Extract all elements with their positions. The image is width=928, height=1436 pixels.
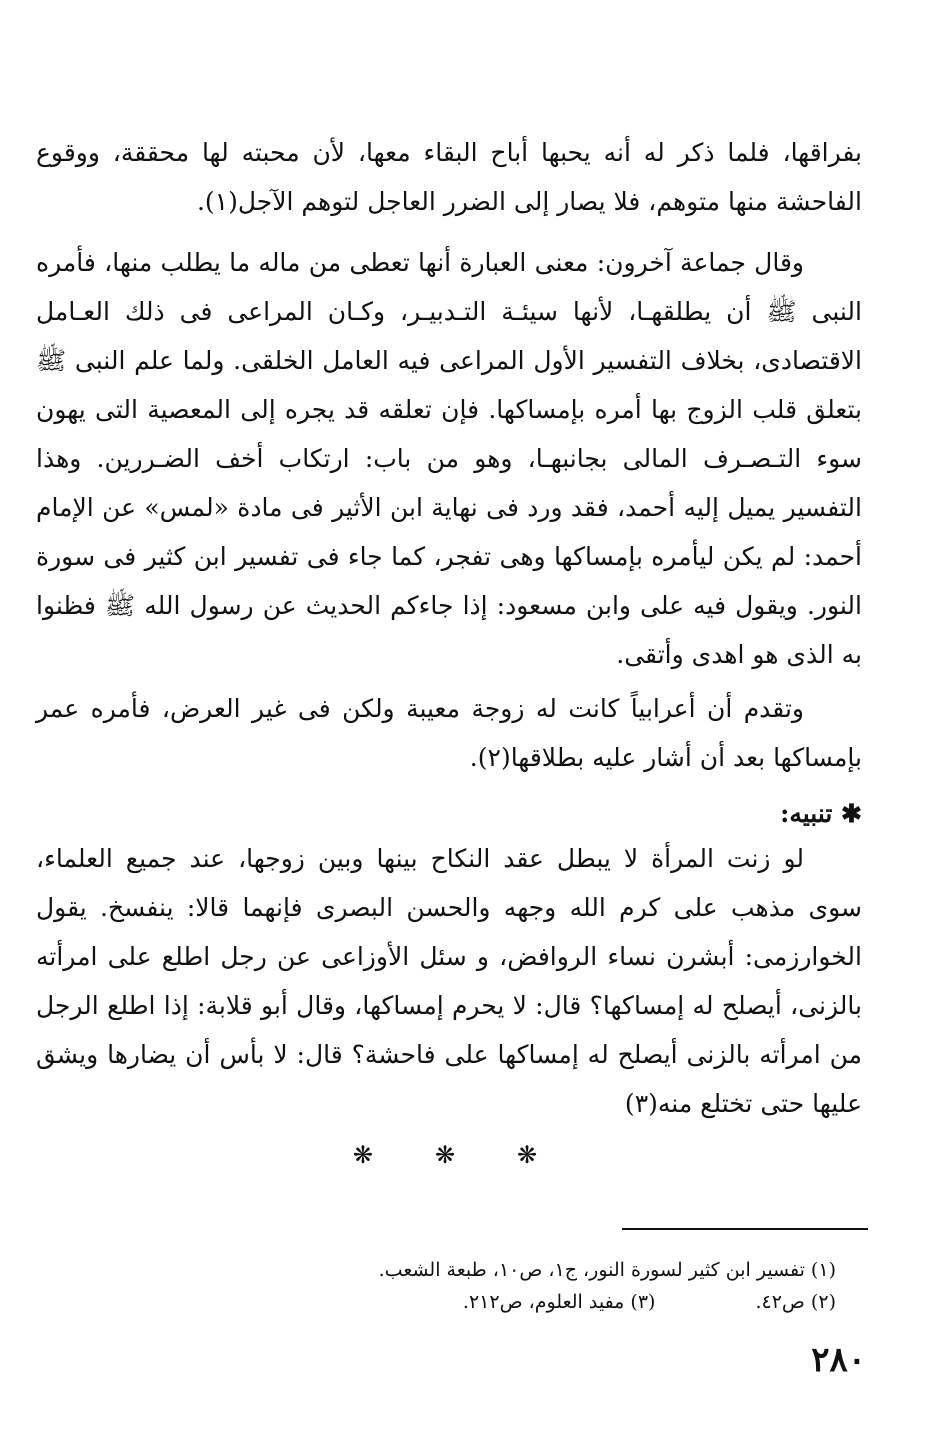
note-heading: ✱ تنبيه: — [780, 799, 862, 828]
paragraph-2 — [36, 238, 862, 679]
paragraph-4 — [36, 834, 862, 1128]
paragraph-1 — [36, 128, 862, 226]
separator-star-icon: ❋ — [517, 1141, 576, 1169]
paragraph-1-text: بفراقها، فلما ذكر له أنه يحبها أباح البقاء معها، لأن محبته لها محققة، ووقوع الفاحشة منها متوهم، فلا يصار إلى الضرر العاجل لتوهم الآجل(١). — [36, 138, 863, 216]
paragraph-3-text: وتقدم أن أعرابياً كانت له زوجة معيبة ولكن فى غير العرض، فأمره عمر بإمساكها بعد أن أشار عليه بطلاقها(٢). — [36, 694, 862, 772]
page-number: ٢٨٠ — [811, 1340, 866, 1380]
separator-star-icon: ❋ — [352, 1141, 411, 1169]
section-separator — [0, 1140, 928, 1170]
footnote-row — [216, 1286, 836, 1318]
paragraph-4-text: لو زنت المرأة لا يبطل عقد النكاح بينها وبين زوجها، عند جميع العلماء، سوى مذهب على كرم الله وجهه والحسن البصرى فإنهما قالا: ينفسخ. يقول الخوارزمى: أبشرن نساء الروافض، و سئل الأوزاعى عن رجل اطلع على امرأته بالزنى، أيصلح له إمساكها؟ قال: لا يحرم إمساكها، وقال أبو قلابة: إذا اطلع الرجل من امرأته بالزنى أيصلح له إمساكها على فاحشة؟ قال: لا بأس أن يضارها ويشق عليها حتى تختلع منه(٣) — [36, 844, 862, 1118]
footnote-3: (٣) مفيد العلوم، ص٢١٢. — [462, 1291, 656, 1313]
footnotes — [216, 1254, 836, 1318]
footnote-divider — [622, 1228, 868, 1230]
footnote-1: (١) تفسير ابن كثير لسورة النور، ج١، ص١٠، طبعة الشعب. — [378, 1259, 836, 1281]
paragraph-3 — [36, 684, 862, 782]
footnote-2: (٢) ص٤٢. — [755, 1291, 836, 1313]
paragraph-2-text: وقال جماعة آخرون: معنى العبارة أنها تعطى من ماله ما يطلب منها، فأمره النبى ﷺ أن يطلقهـا، لأنها سيئـة التـدبيـر، وكـان المراعى فى ذلك العـامل الاقتصادى، بخلاف التفسير الأول المراعى فيه العامل الخلقى. ولما علم النبى ﷺ بتعلق قلب الزوج بها أمره بإمساكها. فإن تعلقه قد يجره إلى المعصية التى يهون سوء التـصـرف المالى بجانبهـا، وهو من باب: ارتكاب أخف الضـررين. وهذا التفسير يميل إليه أحمد، فقد ورد فى نهاية ابن الأثير فى مادة «لمس» عن الإمام أحمد: لم يكن ليأمره بإمساكها وهى تفجر، كما جاء فى تفسير ابن كثير فى سورة النور. ويقول فيه على وابن مسعود: إذا جاءكم الحديث عن رسول الله ﷺ فظنوا به الذى هو اهدى وأتقى. — [36, 248, 862, 669]
separator-star-icon: ❋ — [434, 1141, 494, 1169]
